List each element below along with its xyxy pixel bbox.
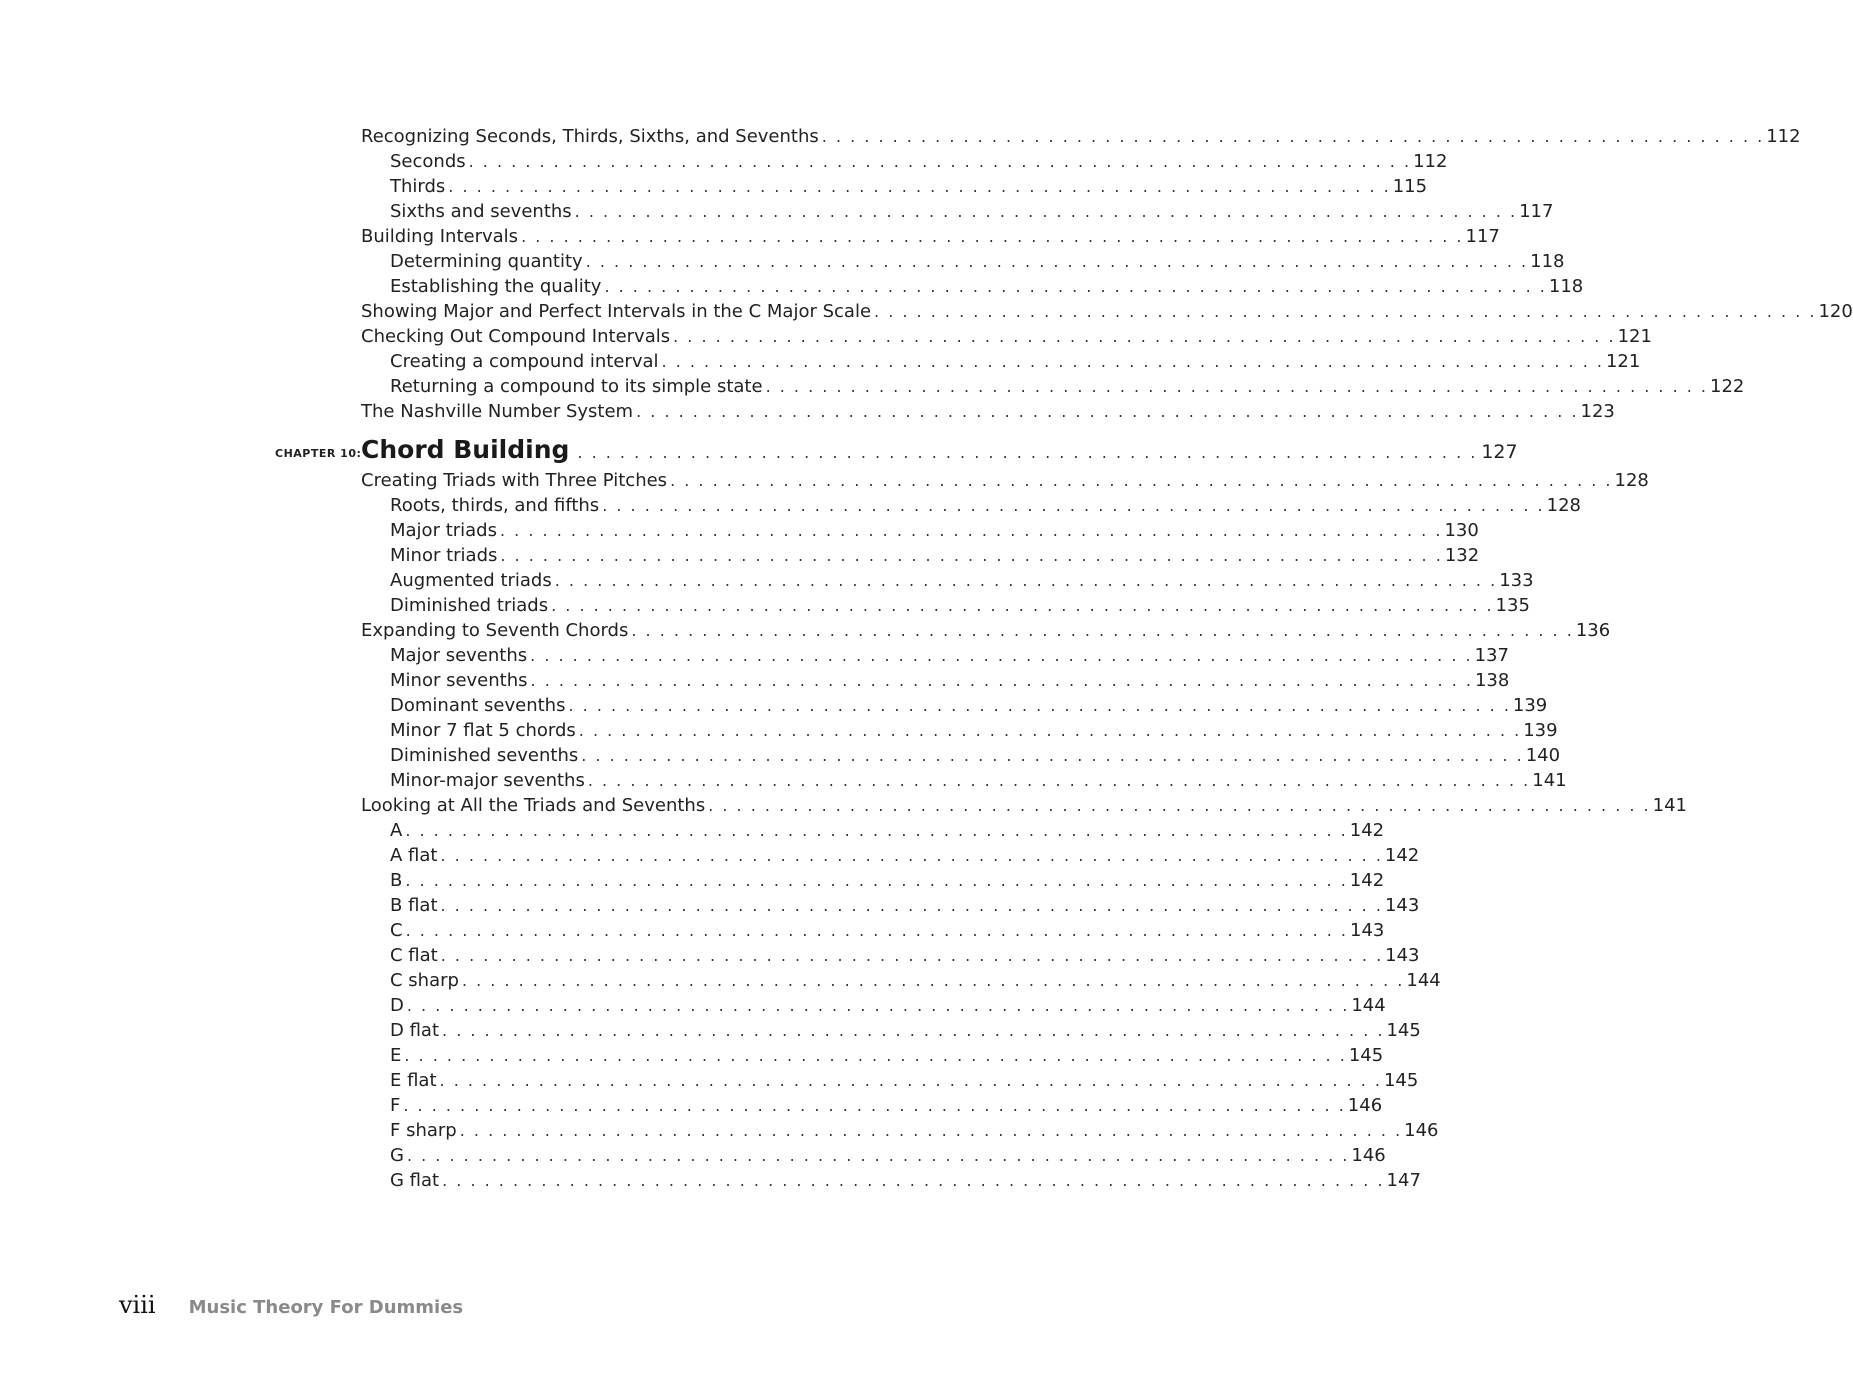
toc-entry-page-number: 141: [1532, 770, 1567, 791]
toc-subsection-entry[interactable]: [361, 199, 1554, 224]
page-folio: viii: [119, 1291, 156, 1319]
toc-subsection-entry[interactable]: [361, 543, 1480, 568]
toc-section-entry[interactable]: [361, 224, 1500, 249]
toc-entry-page-number: 143: [1384, 895, 1420, 916]
toc-entry-page-number: 146: [1404, 1120, 1439, 1141]
toc-entry-page-number: 137: [1474, 645, 1509, 666]
toc-entry-page-number: 133: [1499, 570, 1534, 591]
toc-entry-title: D flat: [390, 1020, 440, 1041]
toc-entry-page-number: 121: [1605, 351, 1641, 372]
toc-entry-title: E: [390, 1045, 402, 1066]
dot-leader: . . . . . . . . . . . . . . . . . . . . . . . . . . . . . . . . . . . . . . . . . . . . . . . . . . . . . . . . . . . . . . . . . . .: [468, 152, 1412, 171]
toc-entry-title: C sharp: [390, 970, 459, 991]
dot-leader: . . . . . . . . . . . . . . . . . . . . . . . . . . . . . . . . . . . . . . . . . . . . . . . . . . . . . . . . . . . . . . . . . . .: [439, 1071, 1382, 1090]
toc-section-entry[interactable]: [361, 468, 1649, 493]
toc-entry-title: Augmented triads: [390, 570, 552, 591]
dot-leader: . . . . . . . . . . . . . . . . . . . . . . . . . . . . . . . . . . . . . . . . . . . . . . . . . . . . . . . . . . . . . . . .: [577, 443, 1478, 462]
toc-entry-page-number: 145: [1386, 1020, 1421, 1041]
toc-entry-title: Minor-major sevenths: [390, 770, 585, 791]
toc-subsection-entry[interactable]: [361, 493, 1581, 518]
dot-leader: . . . . . . . . . . . . . . . . . . . . . . . . . . . . . . . . . . . . . . . . . . . . . . . . . . . . . . . . . . . . . . . . . . .: [636, 402, 1579, 421]
toc-entry-page-number: 112: [1766, 126, 1801, 147]
toc-entry-page-number: 122: [1710, 376, 1745, 397]
dot-leader: . . . . . . . . . . . . . . . . . . . . . . . . . . . . . . . . . . . . . . . . . . . . . . . . . . . . . . . . . . . . . . . . . . .: [585, 252, 1529, 271]
toc-subsection-entry[interactable]: [361, 174, 1428, 199]
toc-entry-title: Diminished triads: [390, 595, 549, 616]
toc-entry-page-number: 146: [1347, 1095, 1383, 1116]
toc-subsection-entry[interactable]: [361, 868, 1385, 893]
toc-entry-title: A: [390, 820, 403, 841]
toc-entry-title: Major sevenths: [390, 645, 528, 666]
toc-entry-page-number: 138: [1474, 670, 1510, 691]
toc-subsection-entry[interactable]: [361, 249, 1565, 274]
toc-subsection-entry[interactable]: [361, 718, 1558, 743]
toc-subsection-entry[interactable]: [361, 643, 1509, 668]
toc-subsection-entry[interactable]: [361, 918, 1385, 943]
dot-leader: . . . . . . . . . . . . . . . . . . . . . . . . . . . . . . . . . . . . . . . . . . . . . . . . . . . . . . . . . . . . . . . . . . .: [442, 1021, 1385, 1040]
toc-section-entry[interactable]: [361, 124, 1801, 149]
dot-leader: . . . . . . . . . . . . . . . . . . . . . . . . . . . . . . . . . . . . . . . . . . . . . . . . . . . . . . . . . . . . . . . . . . .: [440, 896, 1383, 915]
dot-leader: . . . . . . . . . . . . . . . . . . . . . . . . . . . . . . . . . . . . . . . . . . . . . . . . . . . . . . . . . . . . . . . . . . .: [403, 1096, 1346, 1115]
toc-subsection-entry[interactable]: [361, 668, 1510, 693]
dot-leader: . . . . . . . . . . . . . . . . . . . . . . . . . . . . . . . . . . . . . . . . . . . . . . . . . . . . . . . . . . . . . . . . . . .: [405, 871, 1348, 890]
toc-entry-page-number: 139: [1512, 695, 1548, 716]
toc-entry-page-number: 135: [1495, 595, 1530, 616]
toc-entry-title: Creating Triads with Three Pitches: [361, 470, 668, 491]
dot-leader: . . . . . . . . . . . . . . . . . . . . . . . . . . . . . . . . . . . . . . . . . . . . . . . . . . . . . . . . . . . . . . . . . . .: [440, 946, 1384, 965]
toc-entry-title: D: [390, 995, 404, 1016]
dot-leader: . . . . . . . . . . . . . . . . . . . . . . . . . . . . . . . . . . . . . . . . . . . . . . . . . . . . . . . . . . . . . . . . . . .: [405, 921, 1349, 940]
dot-leader: . . . . . . . . . . . . . . . . . . . . . . . . . . . . . . . . . . . . . . . . . . . . . . . . . . . . . . . . . . . . . . . . . . .: [631, 621, 1574, 640]
toc-subsection-entry[interactable]: [361, 843, 1420, 868]
toc-section-entry[interactable]: [361, 618, 1611, 643]
dot-leader: . . . . . . . . . . . . . . . . . . . . . . . . . . . . . . . . . . . . . . . . . . . . . . . . . . . . . . . . . . . . . . . . . . .: [670, 471, 1613, 490]
dot-leader: . . . . . . . . . . . . . . . . . . . . . . . . . . . . . . . . . . . . . . . . . . . . . . . . . . . . . . . . . . . . . . . . . . .: [581, 746, 1524, 765]
toc-section-group: [361, 124, 1853, 424]
toc-entry-title: Thirds: [390, 176, 446, 197]
toc-entry-title: Sixths and sevenths: [390, 201, 572, 222]
toc-entry-page-number: 144: [1406, 970, 1441, 991]
dot-leader: . . . . . . . . . . . . . . . . . . . . . . . . . . . . . . . . . . . . . . . . . . . . . . . . . . . . . . . . . . . . . . . . . . .: [459, 1121, 1403, 1140]
toc-entry-page-number: 117: [1519, 201, 1554, 222]
toc-subsection-entry[interactable]: [361, 374, 1745, 399]
dot-leader: . . . . . . . . . . . . . . . . . . . . . . . . . . . . . . . . . . . . . . . . . . . . . . . . . . . . . . . . . . . . . . . . . . .: [578, 721, 1522, 740]
toc-subsection-entry[interactable]: [361, 993, 1386, 1018]
toc-entry-title: Diminished sevenths: [390, 745, 579, 766]
toc-entry-title: Minor 7 flat 5 chords: [390, 720, 576, 741]
dot-leader: . . . . . . . . . . . . . . . . . . . . . . . . . . . . . . . . . . . . . . . . . . . . . . . . . . . . . . . . . . . . . . . . . . .: [448, 177, 1391, 196]
toc-entry-title: Major triads: [390, 520, 497, 541]
dot-leader: . . . . . . . . . . . . . . . . . . . . . . . . . . . . . . . . . . . . . . . . . . . . . . . . . . . . . . . . . . . . . . . . . . .: [500, 521, 1443, 540]
toc-entry-title: Minor sevenths: [390, 670, 528, 691]
dot-leader: . . . . . . . . . . . . . . . . . . . . . . . . . . . . . . . . . . . . . . . . . . . . . . . . . . . . . . . . . . . . . . . . . . .: [551, 596, 1494, 615]
toc-entry-page-number: 139: [1523, 720, 1558, 741]
toc-subsection-entry[interactable]: [361, 568, 1534, 593]
table-of-contents: [275, 124, 1853, 1193]
toc-entry-page-number: 112: [1413, 151, 1448, 172]
page-footer: [119, 1291, 463, 1319]
toc-section-entry[interactable]: [361, 399, 1615, 424]
toc-subsection-entry[interactable]: [361, 1068, 1419, 1093]
toc-entry-page-number: 142: [1349, 870, 1385, 891]
toc-entry-page-number: 142: [1349, 820, 1385, 841]
toc-subsection-entry[interactable]: [361, 818, 1385, 843]
dot-leader: . . . . . . . . . . . . . . . . . . . . . . . . . . . . . . . . . . . . . . . . . . . . . . . . . . . . . . . . . . . . . . . . . . .: [521, 227, 1464, 246]
toc-entry-page-number: 141: [1652, 795, 1687, 816]
toc-entry-title: Roots, thirds, and fifths: [390, 495, 600, 516]
toc-entry-page-number: 118: [1548, 276, 1584, 297]
toc-entry-title: Building Intervals: [361, 226, 519, 247]
toc-subsection-entry[interactable]: [361, 768, 1567, 793]
dot-leader: . . . . . . . . . . . . . . . . . . . . . . . . . . . . . . . . . . . . . . . . . . . . . . . . . . . . . . . . . . . . . . . . . . .: [500, 546, 1443, 565]
toc-subsection-entry[interactable]: [361, 593, 1530, 618]
toc-entry-title: A flat: [390, 845, 438, 866]
toc-entry-page-number: 120: [1818, 301, 1853, 322]
toc-subsection-entry[interactable]: [361, 518, 1479, 543]
dot-leader: . . . . . . . . . . . . . . . . . . . . . . . . . . . . . . . . . . . . . . . . . . . . . . . . . . . . . . . . . . . . . . . . . . .: [661, 352, 1604, 371]
dot-leader: . . . . . . . . . . . . . . . . . . . . . . . . . . . . . . . . . . . . . . . . . . . . . . . . . . . . . . . . . . . . . . . . . . .: [406, 996, 1350, 1015]
toc-entry-title: G flat: [390, 1170, 440, 1191]
toc-entry-page-number: 144: [1351, 995, 1386, 1016]
dot-leader: . . . . . . . . . . . . . . . . . . . . . . . . . . . . . . . . . . . . . . . . . . . . . . . . . . . . . . . . . . . . . . . . . . .: [673, 327, 1616, 346]
toc-entry-page-number: 147: [1386, 1170, 1421, 1191]
dot-leader: . . . . . . . . . . . . . . . . . . . . . . . . . . . . . . . . . . . . . . . . . . . . . . . . . . . . . . . . . . . . . . . . . . .: [442, 1171, 1385, 1190]
toc-subsection-entry[interactable]: [361, 1118, 1439, 1143]
toc-entry-page-number: 145: [1348, 1045, 1384, 1066]
toc-entry-page-number: 145: [1383, 1070, 1419, 1091]
dot-leader: . . . . . . . . . . . . . . . . . . . . . . . . . . . . . . . . . . . . . . . . . . . . . . . . . . . . . . . . . . . . . . . . . . .: [530, 671, 1473, 690]
toc-entry-page-number: 140: [1525, 745, 1561, 766]
toc-entry-page-number: 143: [1350, 920, 1385, 941]
toc-entry-title: G: [390, 1145, 404, 1166]
toc-subsection-entry[interactable]: [361, 693, 1548, 718]
toc-section-group: [361, 468, 1687, 1193]
dot-leader: . . . . . . . . . . . . . . . . . . . . . . . . . . . . . . . . . . . . . . . . . . . . . . . . . . . . . . . . . . . . . . . . . . .: [708, 796, 1651, 815]
dot-leader: . . . . . . . . . . . . . . . . . . . . . . . . . . . . . . . . . . . . . . . . . . . . . . . . . . . . . . . . . . . . . . . . . . .: [440, 846, 1383, 865]
toc-entry-page-number: 121: [1617, 326, 1652, 347]
dot-leader: . . . . . . . . . . . . . . . . . . . . . . . . . . . . . . . . . . . . . . . . . . . . . . . . . . . . . . . . . . . . . . . . . . .: [602, 496, 1545, 515]
dot-leader: . . . . . . . . . . . . . . . . . . . . . . . . . . . . . . . . . . . . . . . . . . . . . . . . . . . . . . . . . . . . . . . . . . .: [404, 1046, 1347, 1065]
toc-subsection-entry[interactable]: [361, 1018, 1421, 1043]
toc-section-entry[interactable]: [361, 793, 1687, 818]
toc-subsection-entry[interactable]: [361, 968, 1441, 993]
toc-entry-title: B flat: [390, 895, 438, 916]
dot-leader: . . . . . . . . . . . . . . . . . . . . . . . . . . . . . . . . . . . . . . . . . . . . . . . . . . . . . . . . . . . . . . . . . . .: [461, 971, 1405, 990]
toc-entry-page-number: 130: [1444, 520, 1479, 541]
dot-leader: . . . . . . . . . . . . . . . . . . . . . . . . . . . . . . . . . . . . . . . . . . . . . . . . . . . . . . . . . . . . . . . . . . .: [406, 1146, 1350, 1165]
toc-entry-title: Expanding to Seventh Chords: [361, 620, 629, 641]
toc-entry-page-number: 118: [1530, 251, 1565, 272]
dot-leader: . . . . . . . . . . . . . . . . . . . . . . . . . . . . . . . . . . . . . . . . . . . . . . . . . . . . . . . . . . . . . . . . . . .: [530, 646, 1473, 665]
toc-section-entry[interactable]: [361, 299, 1853, 324]
chapter-page-number: 127: [1481, 441, 1518, 463]
dot-leader: . . . . . . . . . . . . . . . . . . . . . . . . . . . . . . . . . . . . . . . . . . . . . . . . . . . . . . . . . . . . . . . . . . .: [554, 571, 1498, 590]
toc-entry-page-number: 136: [1575, 620, 1611, 641]
toc-entry-title: Creating a compound interval: [390, 351, 659, 372]
toc-subsection-entry[interactable]: [361, 1143, 1386, 1168]
toc-subsection-entry[interactable]: [361, 274, 1584, 299]
dot-leader: . . . . . . . . . . . . . . . . . . . . . . . . . . . . . . . . . . . . . . . . . . . . . . . . . . . . . . . . . . . . . . . . . . .: [821, 127, 1765, 146]
running-title: Music Theory For Dummies: [188, 1297, 464, 1318]
toc-entry-title: Recognizing Seconds, Thirds, Sixths, and Sevenths: [361, 126, 819, 147]
toc-entry-title: Determining quantity: [390, 251, 583, 272]
toc-entry-page-number: 142: [1384, 845, 1420, 866]
toc-entry-title: Returning a compound to its simple state: [390, 376, 763, 397]
toc-subsection-entry[interactable]: [361, 943, 1420, 968]
toc-entry-page-number: 128: [1614, 470, 1649, 491]
dot-leader: . . . . . . . . . . . . . . . . . . . . . . . . . . . . . . . . . . . . . . . . . . . . . . . . . . . . . . . . . . . . . . . . . . .: [574, 202, 1518, 221]
toc-entry-title: Showing Major and Perfect Intervals in the C Major Scale: [361, 301, 872, 322]
toc-entry-title: The Nashville Number System: [361, 401, 634, 422]
toc-entry-title: Checking Out Compound Intervals: [361, 326, 671, 347]
toc-entry-page-number: 143: [1385, 945, 1420, 966]
toc-entry-page-number: 128: [1546, 495, 1581, 516]
dot-leader: . . . . . . . . . . . . . . . . . . . . . . . . . . . . . . . . . . . . . . . . . . . . . . . . . . . . . . . . . . . . . . . . . . .: [568, 696, 1511, 715]
chapter-heading[interactable]: [275, 432, 1518, 468]
toc-entry-title: Looking at All the Triads and Sevenths: [361, 795, 706, 816]
dot-leader: . . . . . . . . . . . . . . . . . . . . . . . . . . . . . . . . . . . . . . . . . . . . . . . . . . . . . . . . . . . . . . . . . . .: [604, 277, 1547, 296]
toc-subsection-entry[interactable]: [361, 1043, 1384, 1068]
toc-entry-page-number: 115: [1392, 176, 1428, 197]
toc-subsection-entry[interactable]: [361, 743, 1561, 768]
toc-subsection-entry[interactable]: [361, 149, 1448, 174]
toc-entry-page-number: 117: [1465, 226, 1500, 247]
dot-leader: . . . . . . . . . . . . . . . . . . . . . . . . . . . . . . . . . . . . . . . . . . . . . . . . . . . . . . . . . . . . . . . . . . .: [874, 302, 1817, 321]
toc-subsection-entry[interactable]: [361, 893, 1420, 918]
toc-subsection-entry[interactable]: [361, 1093, 1383, 1118]
toc-entry-title: Establishing the quality: [390, 276, 602, 297]
toc-subsection-entry[interactable]: [361, 349, 1641, 374]
toc-entry-title: E flat: [390, 1070, 437, 1091]
toc-entry-title: B: [390, 870, 403, 891]
toc-section-entry[interactable]: [361, 324, 1652, 349]
dot-leader: . . . . . . . . . . . . . . . . . . . . . . . . . . . . . . . . . . . . . . . . . . . . . . . . . . . . . . . . . . . . . . . . . . .: [765, 377, 1709, 396]
chapter-label: CHAPTER 10:: [275, 447, 362, 460]
toc-entry-page-number: 132: [1444, 545, 1480, 566]
toc-entry-title: Seconds: [390, 151, 466, 172]
dot-leader: . . . . . . . . . . . . . . . . . . . . . . . . . . . . . . . . . . . . . . . . . . . . . . . . . . . . . . . . . . . . . . . . . . .: [587, 771, 1531, 790]
toc-entry-page-number: 123: [1580, 401, 1615, 422]
toc-entry-title: Minor triads: [390, 545, 498, 566]
toc-entry-title: Dominant sevenths: [390, 695, 566, 716]
toc-entry-title: C flat: [390, 945, 438, 966]
toc-entry-page-number: 146: [1351, 1145, 1386, 1166]
toc-subsection-entry[interactable]: [361, 1168, 1421, 1193]
toc-entry-title: F sharp: [390, 1120, 457, 1141]
toc-entry-title: F: [390, 1095, 401, 1116]
chapter-title[interactable]: Chord Building: [361, 435, 570, 464]
dot-leader: . . . . . . . . . . . . . . . . . . . . . . . . . . . . . . . . . . . . . . . . . . . . . . . . . . . . . . . . . . . . . . . . . . .: [405, 821, 1348, 840]
toc-entry-title: C: [390, 920, 403, 941]
